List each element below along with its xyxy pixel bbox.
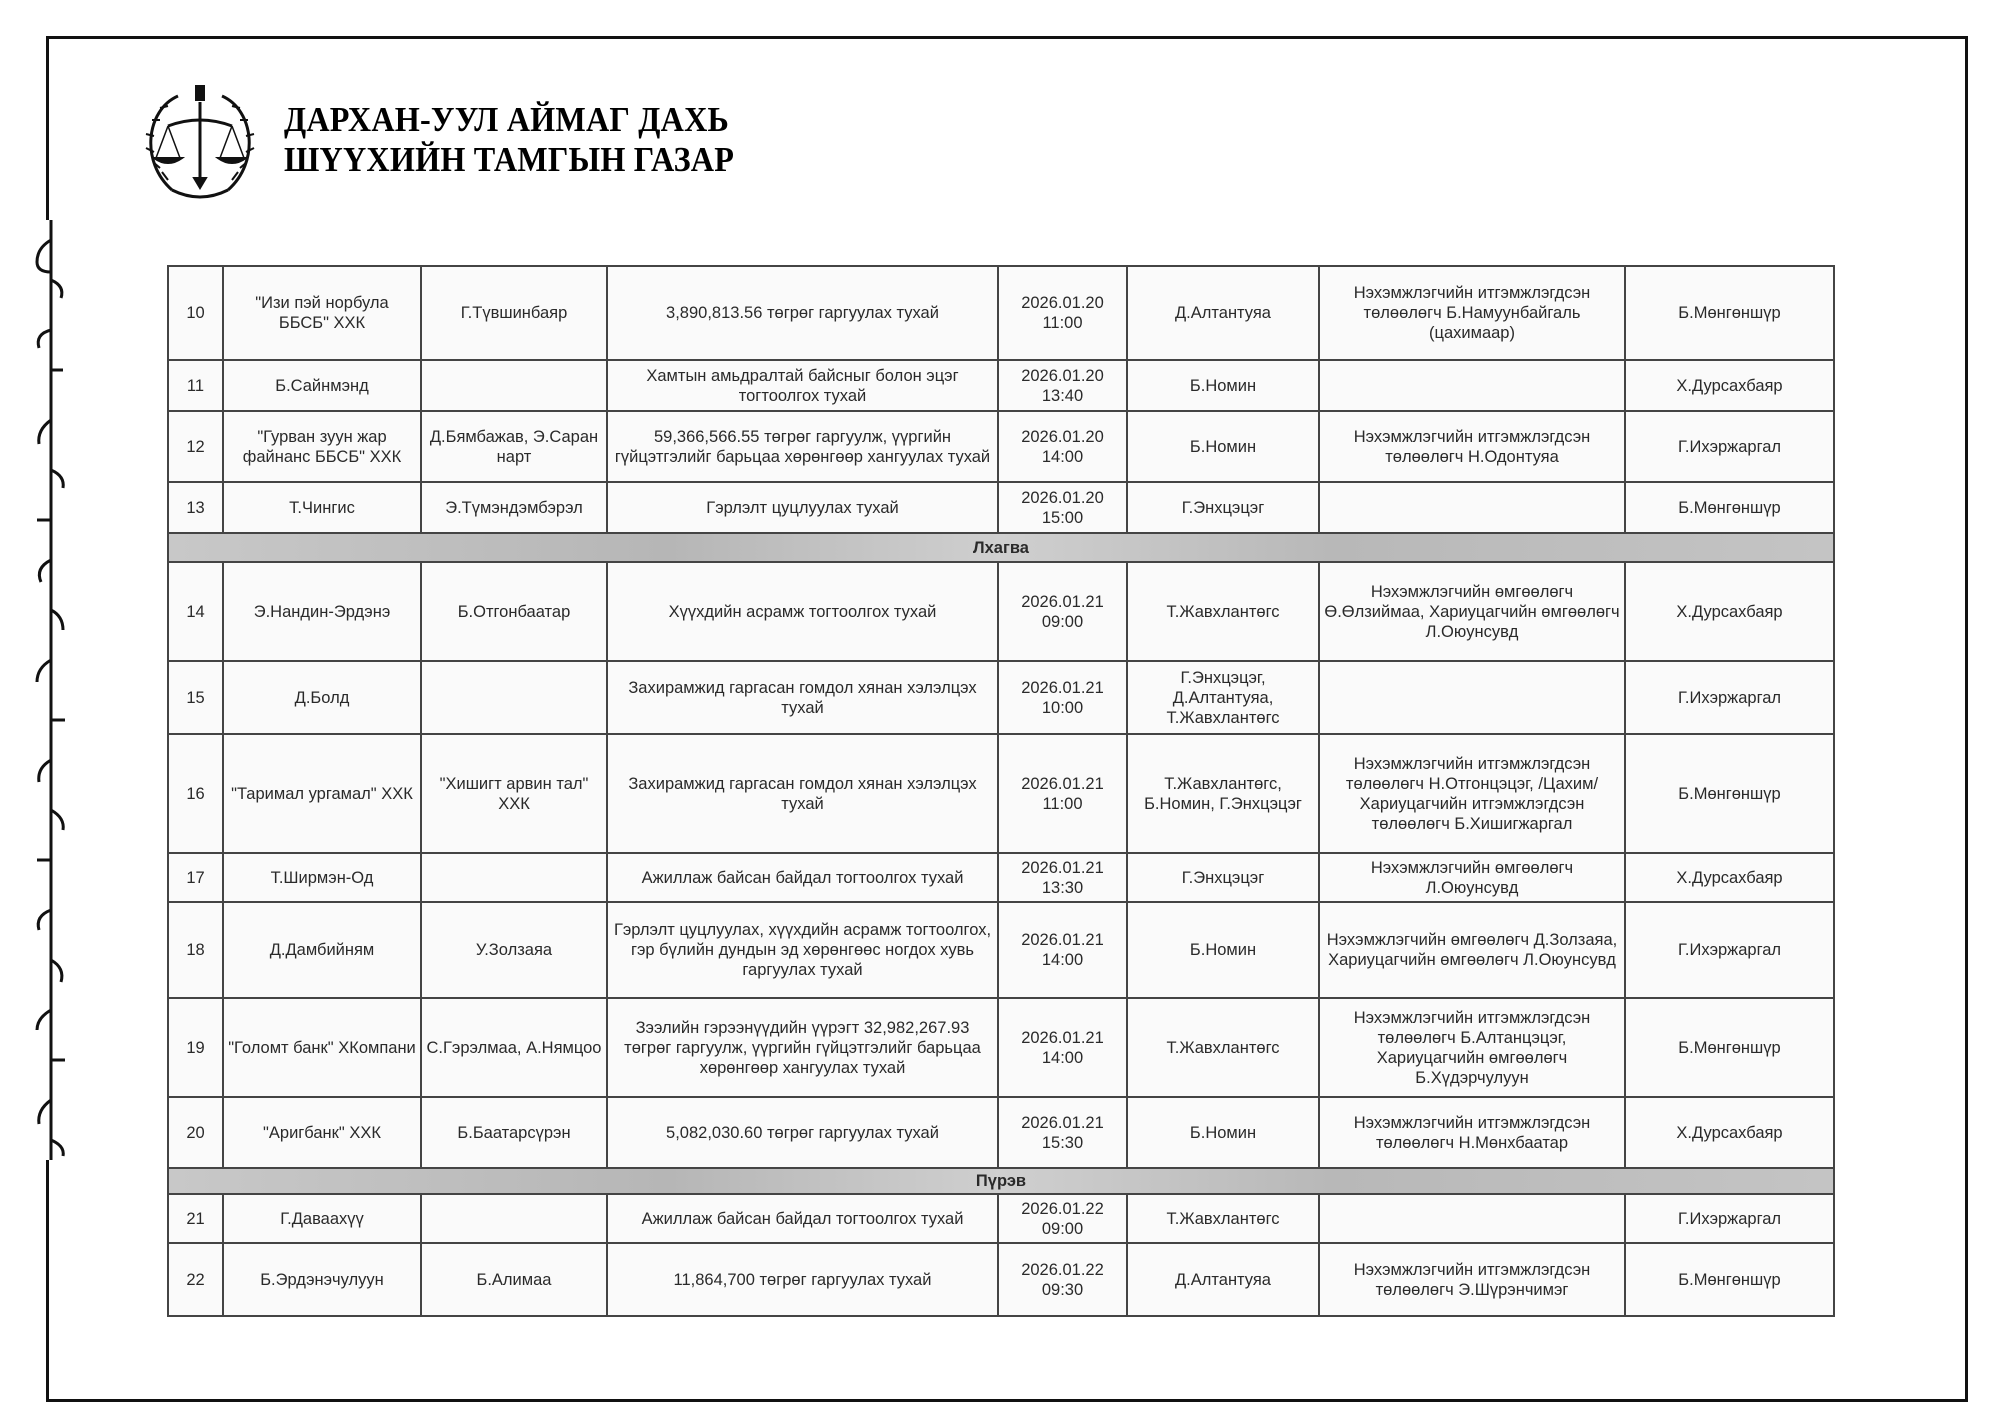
case-subject-cell: Гэрлэлт цуцлуулах тухай (607, 482, 998, 533)
table-row (168, 482, 1834, 533)
participants-cell: Нэхэмжлэгчийн итгэмжлэгдсэн төлөөлөгч Н.Мөнхбаатар (1319, 1097, 1625, 1168)
court-clerk-cell: Г.Ихэржаргал (1625, 1194, 1834, 1243)
court-clerk-cell: Г.Ихэржаргал (1625, 411, 1834, 482)
hearing-datetime-cell: 2026.01.22 09:30 (998, 1243, 1127, 1316)
hearing-datetime-cell: 2026.01.20 15:00 (998, 482, 1127, 533)
judge-cell: Б.Номин (1127, 1097, 1319, 1168)
hearing-datetime-cell: 2026.01.21 14:00 (998, 902, 1127, 998)
hearing-schedule-table (167, 265, 1835, 1317)
plaintiff-cell: "Аригбанк" ХХК (223, 1097, 421, 1168)
case-number-cell: 12 (168, 411, 223, 482)
court-clerk-cell: Б.Мөнгөншүр (1625, 482, 1834, 533)
defendant-cell (421, 853, 607, 902)
participants-cell: Нэхэмжлэгчийн итгэмжлэгдсэн төлөөлөгч Н.Одонтуяа (1319, 411, 1625, 482)
participants-cell: Нэхэмжлэгчийн өмгөөлөгч Ө.Өлзиймаа, Хариуцагчийн өмгөөлөгч Л.Оюунсувд (1319, 562, 1625, 661)
table-row (168, 853, 1834, 902)
case-number-cell: 14 (168, 562, 223, 661)
hearing-datetime-cell: 2026.01.21 09:00 (998, 562, 1127, 661)
court-clerk-cell: Б.Мөнгөншүр (1625, 998, 1834, 1097)
defendant-cell (421, 1194, 607, 1243)
case-subject-cell: Хамтын амьдралтай байсныг болон эцэг тогтоолгох тухай (607, 360, 998, 411)
defendant-cell: Б.Баатарсүрэн (421, 1097, 607, 1168)
court-clerk-cell: Б.Мөнгөншүр (1625, 1243, 1834, 1316)
defendant-cell: У.Золзаяа (421, 902, 607, 998)
case-subject-cell: 3,890,813.56 төгрөг гаргуулах тухай (607, 266, 998, 360)
day-section-label: Лхагва (168, 533, 1834, 562)
judge-cell: Б.Номин (1127, 411, 1319, 482)
judge-cell: Т.Жавхлантөгс (1127, 562, 1319, 661)
participants-cell (1319, 661, 1625, 734)
case-subject-cell: 5,082,030.60 төгрөг гаргуулах тухай (607, 1097, 998, 1168)
defendant-cell: Г.Түвшинбаяр (421, 266, 607, 360)
case-subject-cell: Гэрлэлт цуцлуулах, хүүхдийн асрамж тогтоолгох, гэр бүлийн дундын эд хөрөнгөөс ногдох хувь гаргуулах тухай (607, 902, 998, 998)
table-row (168, 902, 1834, 998)
defendant-cell: Б.Отгонбаатар (421, 562, 607, 661)
judge-cell: Т.Жавхлантөгс (1127, 998, 1319, 1097)
plaintiff-cell: "Таримал ургамал" ХХК (223, 734, 421, 853)
case-number-cell: 13 (168, 482, 223, 533)
court-clerk-cell: Х.Дурсахбаяр (1625, 562, 1834, 661)
case-subject-cell: Захирамжид гаргасан гомдол хянан хэлэлцэх тухай (607, 734, 998, 853)
judge-cell: Б.Номин (1127, 360, 1319, 411)
participants-cell: Нэхэмжлэгчийн өмгөөлөгч Д.Золзаяа, Хариуцагчийн өмгөөлөгч Л.Оюунсувд (1319, 902, 1625, 998)
table-row (168, 734, 1834, 853)
judge-cell: Т.Жавхлантөгс, Б.Номин, Г.Энхцэцэг (1127, 734, 1319, 853)
defendant-cell: Д.Бямбажав, Э.Саран нарт (421, 411, 607, 482)
plaintiff-cell: Э.Нандин-Эрдэнэ (223, 562, 421, 661)
hearing-datetime-cell: 2026.01.21 10:00 (998, 661, 1127, 734)
defendant-cell: С.Гэрэлмаа, А.Нямцоо (421, 998, 607, 1097)
judge-cell: Г.Энхцэцэг, Д.Алтантуяа, Т.Жавхлантөгс (1127, 661, 1319, 734)
judge-cell: Б.Номин (1127, 902, 1319, 998)
hearing-datetime-cell: 2026.01.21 11:00 (998, 734, 1127, 853)
case-subject-cell: Ажиллаж байсан байдал тогтоолгох тухай (607, 853, 998, 902)
day-section-row (168, 533, 1834, 562)
plaintiff-cell: "Гурван зуун жар файнанс ББСБ" ХХК (223, 411, 421, 482)
organization-title (284, 100, 734, 180)
participants-cell (1319, 482, 1625, 533)
case-number-cell: 22 (168, 1243, 223, 1316)
vertical-mongolian-script (26, 220, 76, 1160)
table-row (168, 1243, 1834, 1316)
case-number-cell: 19 (168, 998, 223, 1097)
table-row (168, 661, 1834, 734)
hearing-datetime-cell: 2026.01.21 14:00 (998, 998, 1127, 1097)
judge-cell: Д.Алтантуяа (1127, 266, 1319, 360)
hearing-datetime-cell: 2026.01.20 11:00 (998, 266, 1127, 360)
defendant-cell: Э.Түмэндэмбэрэл (421, 482, 607, 533)
case-number-cell: 17 (168, 853, 223, 902)
defendant-cell (421, 360, 607, 411)
day-section-row (168, 1168, 1834, 1194)
table-row (168, 360, 1834, 411)
judge-cell: Г.Энхцэцэг (1127, 853, 1319, 902)
court-clerk-cell: Г.Ихэржаргал (1625, 661, 1834, 734)
hearing-datetime-cell: 2026.01.20 13:40 (998, 360, 1127, 411)
case-subject-cell: 11,864,700 төгрөг гаргуулах тухай (607, 1243, 998, 1316)
court-clerk-cell: Г.Ихэржаргал (1625, 902, 1834, 998)
case-number-cell: 11 (168, 360, 223, 411)
participants-cell (1319, 1194, 1625, 1243)
title-line-1: ДАРХАН-УУЛ АЙМАГ ДАХЬ (284, 100, 730, 139)
plaintiff-cell: "Изи пэй норбула ББСБ" ХХК (223, 266, 421, 360)
case-number-cell: 10 (168, 266, 223, 360)
plaintiff-cell: Т.Ширмэн-Од (223, 853, 421, 902)
participants-cell: Нэхэмжлэгчийн итгэмжлэгдсэн төлөөлөгч Н.Отгонцэцэг, /Цахим/ Хариуцагчийн итгэмжлэгдсэн төлөөлөгч Б.Хишигжаргал (1319, 734, 1625, 853)
court-clerk-cell: Х.Дурсахбаяр (1625, 1097, 1834, 1168)
case-subject-cell: Ажиллаж байсан байдал тогтоолгох тухай (607, 1194, 998, 1243)
defendant-cell (421, 661, 607, 734)
case-subject-cell: Зээлийн гэрээнүүдийн үүрэгт 32,982,267.93 төгрөг гаргуулж, үүргийн гүйцэтгэлийг барьцаа хөрөнгөөр хангуулах тухай (607, 998, 998, 1097)
day-section-label: Пүрэв (168, 1168, 1834, 1194)
case-number-cell: 20 (168, 1097, 223, 1168)
defendant-cell: "Хишигт арвин тал" ХХК (421, 734, 607, 853)
scales-of-justice-emblem-icon (138, 80, 262, 204)
hearing-datetime-cell: 2026.01.20 14:00 (998, 411, 1127, 482)
plaintiff-cell: Д.Болд (223, 661, 421, 734)
court-clerk-cell: Б.Мөнгөншүр (1625, 734, 1834, 853)
hearing-datetime-cell: 2026.01.21 13:30 (998, 853, 1127, 902)
plaintiff-cell: Г.Даваахүү (223, 1194, 421, 1243)
case-subject-cell: 59,366,566.55 төгрөг гаргуулж, үүргийн гүйцэтгэлийг барьцаа хөрөнгөөр хангуулах тухай (607, 411, 998, 482)
judge-cell: Г.Энхцэцэг (1127, 482, 1319, 533)
table-row (168, 998, 1834, 1097)
table-row (168, 1194, 1834, 1243)
participants-cell: Нэхэмжлэгчийн итгэмжлэгдсэн төлөөлөгч Б.Алтанцэцэг, Хариуцагчийн өмгөөлөгч Б.Хүдэрчулуун (1319, 998, 1625, 1097)
case-subject-cell: Хүүхдийн асрамж тогтоолгох тухай (607, 562, 998, 661)
plaintiff-cell: Б.Эрдэнэчулуун (223, 1243, 421, 1316)
hearing-datetime-cell: 2026.01.21 15:30 (998, 1097, 1127, 1168)
plaintiff-cell: "Голомт банк" ХКомпани (223, 998, 421, 1097)
hearing-datetime-cell: 2026.01.22 09:00 (998, 1194, 1127, 1243)
participants-cell: Нэхэмжлэгчийн итгэмжлэгдсэн төлөөлөгч Б.Намуунбайгаль (цахимаар) (1319, 266, 1625, 360)
case-number-cell: 15 (168, 661, 223, 734)
defendant-cell: Б.Алимаа (421, 1243, 607, 1316)
case-number-cell: 21 (168, 1194, 223, 1243)
case-subject-cell: Захирамжид гаргасан гомдол хянан хэлэлцэх тухай (607, 661, 998, 734)
title-line-2: ШҮҮХИЙН ТАМГЫН ГАЗАР (284, 140, 735, 179)
plaintiff-cell: Д.Дамбийням (223, 902, 421, 998)
table-row (168, 562, 1834, 661)
plaintiff-cell: Т.Чингис (223, 482, 421, 533)
judge-cell: Д.Алтантуяа (1127, 1243, 1319, 1316)
plaintiff-cell: Б.Сайнмэнд (223, 360, 421, 411)
court-clerk-cell: Б.Мөнгөншүр (1625, 266, 1834, 360)
judge-cell: Т.Жавхлантөгс (1127, 1194, 1319, 1243)
case-number-cell: 16 (168, 734, 223, 853)
court-clerk-cell: Х.Дурсахбаяр (1625, 360, 1834, 411)
participants-cell (1319, 360, 1625, 411)
participants-cell: Нэхэмжлэгчийн өмгөөлөгч Л.Оюунсувд (1319, 853, 1625, 902)
table-row (168, 411, 1834, 482)
court-clerk-cell: Х.Дурсахбаяр (1625, 853, 1834, 902)
case-number-cell: 18 (168, 902, 223, 998)
participants-cell: Нэхэмжлэгчийн итгэмжлэгдсэн төлөөлөгч Э.Шүрэнчимэг (1319, 1243, 1625, 1316)
table-row (168, 1097, 1834, 1168)
table-row (168, 266, 1834, 360)
